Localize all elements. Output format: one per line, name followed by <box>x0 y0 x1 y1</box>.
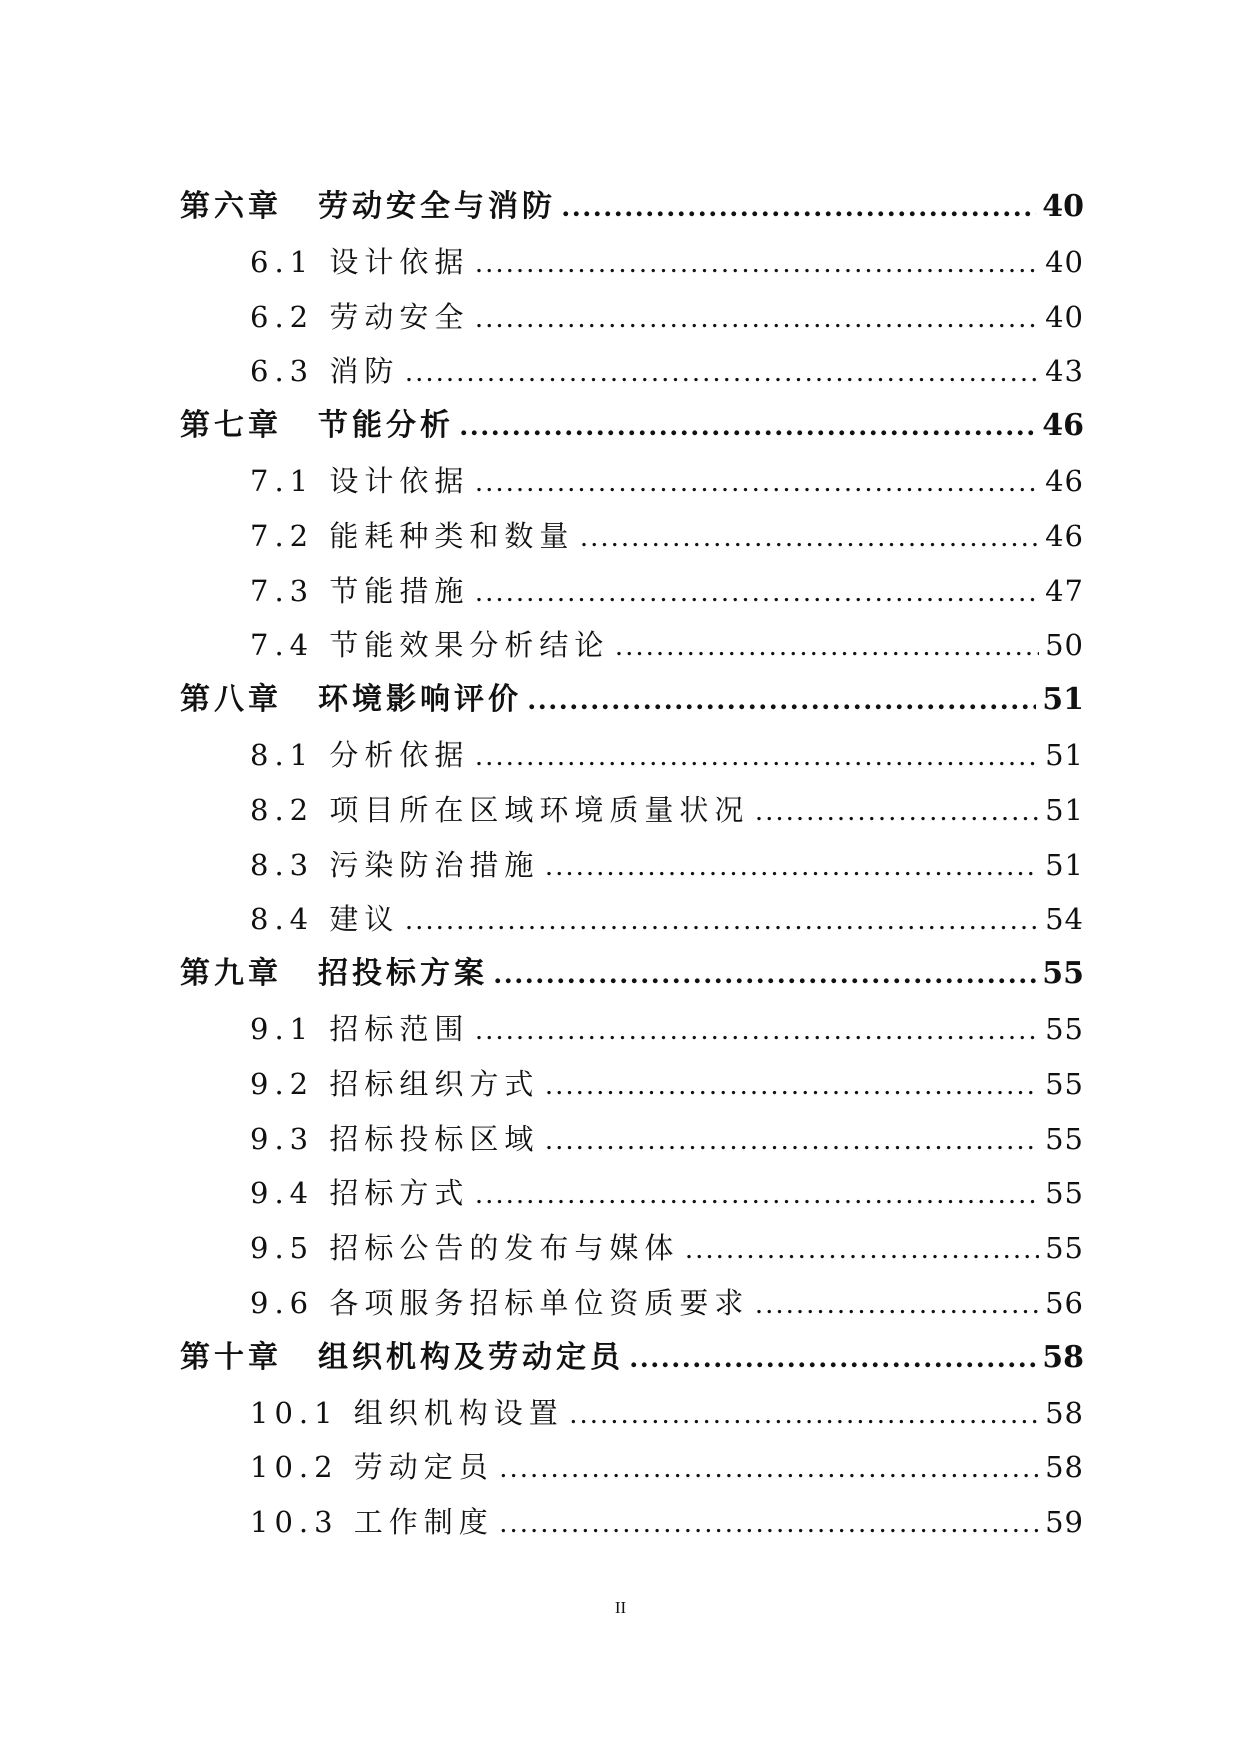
toc-entry-label <box>250 788 749 832</box>
toc-dot-leader <box>755 789 1039 832</box>
toc-entry-title: 7.2 能耗种类和数量 <box>250 518 575 553</box>
toc-page-number: 58 <box>1042 1339 1084 1375</box>
toc-entry-title: 7.3 节能措施 <box>250 573 470 608</box>
toc-chapter-number: 第八章 <box>180 682 282 718</box>
toc-page-number: 55 <box>1045 1231 1084 1266</box>
toc-page-number: 51 <box>1045 792 1084 827</box>
toc-entry-label <box>250 1117 539 1161</box>
toc-dot-leader <box>494 952 1036 996</box>
toc-entry-title: 9.5 招标公告的发布与媒体 <box>250 1231 680 1266</box>
toc-dot-leader <box>562 185 1036 229</box>
toc-entry-title: 6.3 消防 <box>250 354 400 389</box>
toc-page-number: 58 <box>1045 1450 1084 1485</box>
toc-section-entry <box>250 569 1084 613</box>
toc-section-entry <box>250 1500 1084 1544</box>
toc-dot-leader <box>545 844 1039 887</box>
toc-section-entry <box>250 623 1084 667</box>
toc-dot-leader <box>685 1227 1039 1270</box>
toc-dot-leader <box>405 350 1039 393</box>
toc-page-number: 46 <box>1045 464 1084 498</box>
toc-dot-leader <box>500 1446 1039 1489</box>
toc-dot-leader <box>475 1172 1039 1215</box>
toc-dot-leader <box>545 1063 1039 1106</box>
toc-section-entry <box>250 1445 1084 1489</box>
toc-entry-label <box>250 569 469 613</box>
toc-entry-title: 节能分析 <box>318 408 454 444</box>
toc-entry-title: 7.4 节能效果分析结论 <box>250 628 610 663</box>
toc-dot-leader <box>630 1336 1036 1380</box>
toc-entry-label <box>180 952 488 996</box>
toc-page-number: 55 <box>1045 1176 1084 1211</box>
toc-chapter-entry <box>180 1336 1084 1380</box>
toc-page-number: 55 <box>1045 1066 1084 1101</box>
toc-entry-label <box>250 1281 749 1325</box>
toc-page-number: 43 <box>1045 354 1084 389</box>
toc-page-number: 40 <box>1042 189 1084 224</box>
toc-chapter-entry <box>180 185 1084 229</box>
toc-page-number: 58 <box>1045 1395 1084 1430</box>
toc-chapter-number: 第十章 <box>180 1339 282 1375</box>
toc-dot-leader <box>580 515 1039 558</box>
toc-dot-leader <box>405 898 1039 941</box>
toc-section-entry <box>250 459 1084 503</box>
toc-entry-label <box>250 459 469 503</box>
toc-section-entry <box>250 788 1084 832</box>
toc-entry-title: 9.6 各项服务招标单位资质要求 <box>250 1286 750 1320</box>
toc-entry-title: 6.2 劳动安全 <box>250 299 470 334</box>
toc-section-entry <box>250 349 1084 393</box>
toc-dot-leader <box>475 1008 1039 1051</box>
toc-page-number: 40 <box>1045 244 1084 279</box>
toc-page-number: 54 <box>1045 902 1084 937</box>
toc-chapter-number: 第六章 <box>180 189 282 224</box>
toc-section-entry <box>250 843 1084 887</box>
toc-page-number: 55 <box>1045 1121 1084 1156</box>
toc-entry-title: 10.1 组织机构设置 <box>250 1395 564 1430</box>
toc-entry-title: 10.2 劳动定员 <box>250 1450 494 1485</box>
toc-entry-label <box>180 404 454 448</box>
toc-entry-title: 10.3 工作制度 <box>250 1505 494 1540</box>
toc-page-number: 46 <box>1042 408 1084 444</box>
toc-section-entry <box>250 240 1084 284</box>
toc-dot-leader <box>500 1501 1039 1544</box>
toc-page-number: 50 <box>1045 628 1084 663</box>
toc-entry-title: 7.1 设计依据 <box>250 464 470 498</box>
toc-page-number: 55 <box>1042 956 1084 992</box>
toc-entry-label <box>180 1336 624 1380</box>
toc-entry-label <box>250 1445 494 1489</box>
toc-entry-label <box>180 678 522 722</box>
toc-page-number: 51 <box>1045 847 1084 882</box>
toc-entry-title: 劳动安全与消防 <box>318 189 556 224</box>
toc-entry-title: 9.4 招标方式 <box>250 1176 470 1211</box>
toc-entry-label <box>250 1062 539 1106</box>
toc-section-entry <box>250 1226 1084 1270</box>
toc-dot-leader <box>475 460 1039 503</box>
toc-entry-label <box>250 897 399 941</box>
toc-entry-label <box>250 623 609 667</box>
toc-entry-title: 8.2 项目所在区域环境质量状况 <box>250 792 750 827</box>
toc-entry-label <box>250 843 539 887</box>
toc-page-number: 59 <box>1045 1505 1084 1540</box>
toc-page-number: 55 <box>1045 1012 1084 1046</box>
toc-page-number: 40 <box>1045 299 1084 334</box>
toc-entry-label <box>250 1171 469 1215</box>
toc-entry-title: 8.1 分析依据 <box>250 738 470 772</box>
toc-entry-title: 8.3 污染防治措施 <box>250 847 540 882</box>
toc-entry-label <box>250 349 399 393</box>
toc-section-entry <box>250 1062 1084 1106</box>
toc-chapter-number: 第七章 <box>180 408 282 444</box>
toc-entry-label <box>250 295 469 339</box>
toc-dot-leader <box>475 241 1039 284</box>
toc-entry-label <box>250 1500 494 1544</box>
toc-entry-label <box>250 733 469 777</box>
toc-page-number: 47 <box>1045 573 1084 608</box>
toc-entry-label <box>180 185 556 229</box>
toc-entry-title: 6.1 设计依据 <box>250 244 470 279</box>
toc-dot-leader <box>460 404 1036 448</box>
toc-entry-title: 组织机构及劳动定员 <box>318 1339 624 1375</box>
toc-entry-title: 8.4 建议 <box>250 902 400 937</box>
toc-entry-label <box>250 240 469 284</box>
toc-chapter-number: 第九章 <box>180 956 282 992</box>
toc-section-entry <box>250 1391 1084 1435</box>
toc-entry-title: 招投标方案 <box>318 956 488 992</box>
toc-page-number: 56 <box>1045 1286 1084 1320</box>
toc-entry-label <box>250 1007 469 1051</box>
toc-page-number: 46 <box>1045 518 1084 553</box>
toc-entry-title: 9.3 招标投标区域 <box>250 1121 540 1156</box>
toc-section-entry <box>250 514 1084 558</box>
toc-section-entry <box>250 1007 1084 1051</box>
toc-entry-title: 9.2 招标组织方式 <box>250 1066 540 1101</box>
toc-dot-leader <box>475 570 1039 613</box>
toc-chapter-entry <box>180 952 1084 996</box>
toc-dot-leader <box>570 1392 1039 1435</box>
toc-dot-leader <box>545 1118 1039 1161</box>
toc-chapter-entry <box>180 404 1084 448</box>
toc-entry-label <box>250 514 574 558</box>
toc-section-entry <box>250 295 1084 339</box>
toc-entry-title: 9.1 招标范围 <box>250 1012 470 1046</box>
toc-chapter-entry <box>180 678 1084 722</box>
toc-dot-leader <box>615 624 1039 667</box>
toc-dot-leader <box>528 678 1036 722</box>
toc-page-number: 51 <box>1042 682 1084 718</box>
toc-section-entry <box>250 897 1084 941</box>
toc-page-number: 51 <box>1045 738 1084 772</box>
page-number: II <box>614 1598 627 1617</box>
toc-dot-leader <box>755 1282 1039 1325</box>
toc-entry-title: 环境影响评价 <box>318 682 522 718</box>
toc-entry-label <box>250 1226 679 1270</box>
toc-section-entry <box>250 1281 1084 1325</box>
toc-dot-leader <box>475 734 1039 777</box>
toc-section-entry <box>250 733 1084 777</box>
toc-section-entry <box>250 1171 1084 1215</box>
toc-dot-leader <box>475 296 1039 339</box>
toc-entry-label <box>250 1391 564 1435</box>
toc-section-entry <box>250 1117 1084 1161</box>
